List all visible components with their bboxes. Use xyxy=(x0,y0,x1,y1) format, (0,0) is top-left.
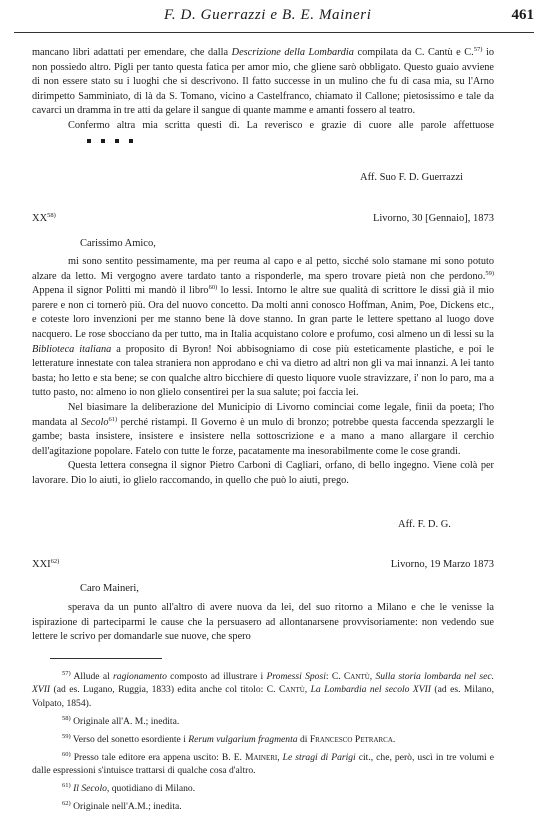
letter-date: Livorno, 30 [Gennaio], 1873 xyxy=(372,213,494,224)
letter-heading xyxy=(32,559,494,575)
footnote-ref: 62) xyxy=(50,558,60,565)
letter-number: XXI$^{62)}$ xyxy=(32,558,60,570)
ink-dots xyxy=(46,134,138,149)
header-rule xyxy=(14,32,534,33)
continuation-paragraph: mancano libri adattati per emendare, che dalla Descrizione della Lombardia compilata da C. Cantù e C.$^{57)}$ io non possiedo altro. Pigli per tanto questa fatica per amor mio, che gliene sarò obbligato. Questo guaio avviene di non essere stato su i luoghi che si descrivono. Il fatto successe in un mulino che fu di casa mia, su l'Arno dirimpetto Samminiato, di là da S. Tomano, vicino a Castelfranco, chiamato il Callone; pietosissimo e tale da cavarci un dramma in tre atti da gelare il sangue di quante mamme e amanti fossero al teatro. xyxy=(32,46,494,117)
letter-body xyxy=(32,255,494,489)
page-number: 461 xyxy=(511,7,534,23)
letter-date: Livorno, 19 Marzo 1873 xyxy=(390,559,494,570)
footnote: $^{62)}$ Originale nell'A.M.; inedita. xyxy=(62,800,182,813)
footnote: $^{59)}$ Verso del sonetto esordiente i Rerum vulgarium fragmenta di Francesco Petrarca. xyxy=(62,732,396,745)
salutation: Caro Maineri, xyxy=(80,583,139,594)
body-paragraph: Nel biasimare la deliberazione del Municipio di Livorno cominciai come legale, finii da poeta; l'ho mandata al Secolo$^{61)}$ perché ristampi. Il Governo è un mulo di bronzo; potrebbe questa faccenda spezzargli le gambe; basta insistere, insistere e insistere nella sottoscrizione e a mano a mano allargare il cerchio dell'agitazione popolare. Fatelo con tutte le forze, pacatamente ma inesorabilmente come le cose grandi. xyxy=(32,401,494,457)
letter-number: XX$^{58)}$ xyxy=(32,212,56,224)
footnote-rule xyxy=(50,658,162,659)
body-paragraph: mi sono sentito pessimamente, ma per reuma al capo e al petto, sicché solo stamane mi sono potuto alzare da letto. Mi vergogno avere tardato tanto a risponderle, ma spero trovare pietà non che perdono.$^{59)}$ Appena il signor Politti mi mandò il libro$^{60)}$ lo lessi. Intorno le altre sue qualità di scrittore le dissi già il mio parere e non ci tornerò più. Ora del nuovo concetto. Da molti anni conosco Hoffman, Anim, Poe, Dickens etc., e coteste loro invenzioni per me stanno bene là dove stanno. In gran parte le lettere spettano al luogo dove nacquero. Le rose sbocciano da per tutto, ma in Italia acquistano colore e profumo, così almeno un dì lessi su la Biblioteca italiana a proposito di Byron! Noi abbisogniamo di cose più esteticamente plastiche, e poi le letterature innestate con talea straniera non approdano e chi va dietro ad altri non gli va mai innanzi. A lei tanto basta; ho letto e sta bene; se con qualche altro bicchiere di questo liquore vuole stravizzare, i' non lo paro, ma a tutto pasto, no: almeno io non glielo consentirei per la sua salute; poi faccia lei. xyxy=(32,256,494,399)
signature: Aff. Suo F. D. Guerrazzi xyxy=(360,172,464,183)
letter-heading xyxy=(32,213,494,229)
footnote-ref: 60) xyxy=(208,284,218,292)
footnotes xyxy=(32,670,494,818)
footnote-ref: 57) xyxy=(473,46,483,53)
running-header xyxy=(14,4,534,36)
running-title: F. D. Guerrazzi e B. E. Maineri xyxy=(164,7,372,23)
salutation: Carissimo Amico, xyxy=(80,238,156,249)
footnote-ref: 58) xyxy=(47,212,56,219)
footnote: $^{61)}$ Il Secolo, quotidiano di Milano. xyxy=(62,782,196,795)
body-paragraph: Questa lettera consegna il signor Pietro Carboni di Cagliari, orfano, di bello ingegno. Viene colà per lavorare. Dio lo aiuti, io glielo raccomando, in quello che può lo aiuti, prego. xyxy=(32,460,494,486)
body-paragraph: sperava da un punto all'altro di avere nuova da lei, del suo ritorno a Milano e che le venisse la ispirazione di parteciparmi le cause che la persuasero ad allontanarsene provvisoriamente: non vedendo sue lettere le scrivo per domandarle sue nuove, che spero xyxy=(32,602,494,643)
footnote-ref: 61) xyxy=(108,415,118,423)
footnote-ref: 59) xyxy=(485,269,494,277)
closing-paragraph: Confermo altra mia scritta questi dì. La reverisco e grazie di cuore alle parole affettuose xyxy=(32,119,494,149)
signature: Aff. F. D. G. xyxy=(398,519,451,530)
letter-body xyxy=(32,601,494,645)
footnote: $^{58)}$ Originale all'A. M.; inedita. xyxy=(62,714,180,727)
footnote: $^{57)}$ Allude al ragionamento composto ad illustrare i Promessi Sposi: C. Cantù, Sulla storia lombarda nel sec. XVII (ad es. Lugano, Ruggia, 1833) edita anche col titolo: C. Cantù, La Lombardia nel secolo XVII (ad es. Milano, Volpato, 1854). xyxy=(32,670,495,709)
footnote: $^{60)}$ Presso tale editore era appena uscito: B. E. Maineri, Le stragi di Parigi cit., che, però, uscì in tre volumi e dalle espressioni s'intuisce trattarsi di qualche cosa d'altro. xyxy=(32,750,494,777)
letter-continuation xyxy=(32,46,494,149)
